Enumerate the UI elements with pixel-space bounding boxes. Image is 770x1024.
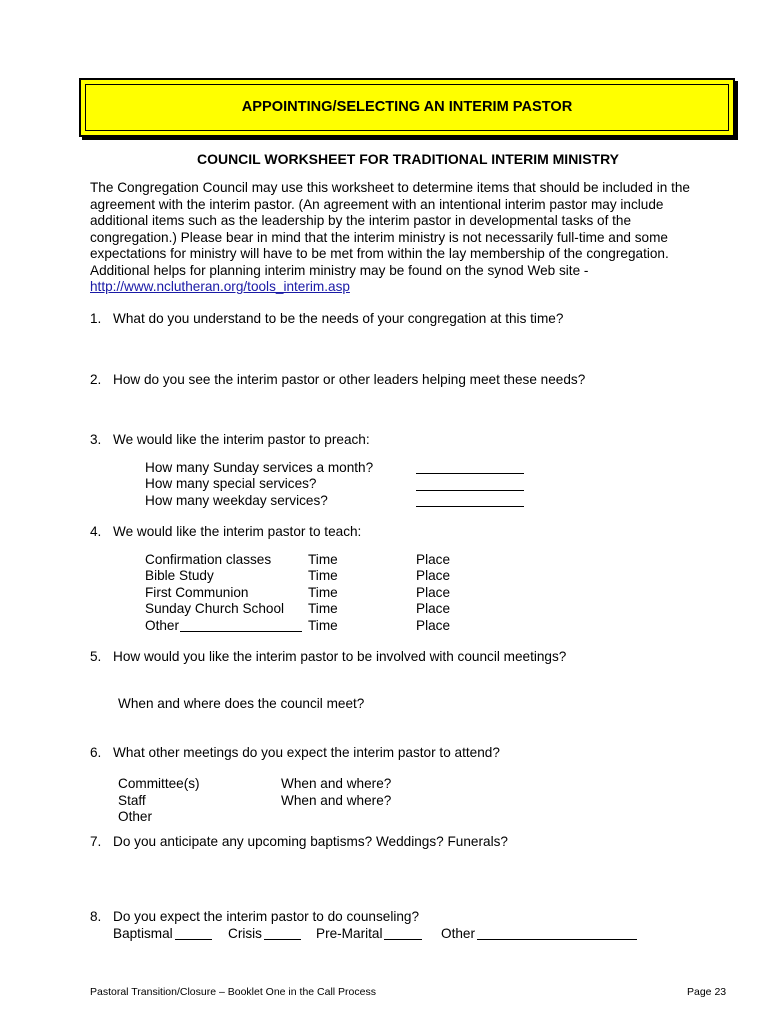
question-4-text: We would like the interim pastor to teach: bbox=[113, 524, 362, 539]
teach-row-time: Time bbox=[308, 585, 338, 600]
meeting-row-where: When and where? bbox=[281, 776, 392, 791]
teach-row-time: Time bbox=[308, 618, 338, 633]
teach-other-blank[interactable] bbox=[180, 619, 302, 632]
question-7-text: Do you anticipate any upcoming baptisms? Weddings? Funerals? bbox=[113, 834, 508, 849]
counseling-option: Baptismal bbox=[113, 926, 173, 941]
question-3-number: 3. bbox=[90, 432, 102, 447]
teach-row-label: Other bbox=[145, 618, 179, 633]
intro-line: The Congregation Council may use this worksheet to determine items that should be included in the bbox=[90, 180, 690, 195]
question-6-text: What other meetings do you expect the interim pastor to attend? bbox=[113, 745, 500, 760]
pre-marital-blank[interactable] bbox=[384, 927, 422, 940]
intro-line: Additional helps for planning interim ministry may be found on the synod Web site - bbox=[90, 262, 589, 278]
teach-row-label: Bible Study bbox=[145, 568, 214, 583]
page-title: APPOINTING/SELECTING AN INTERIM PASTOR bbox=[241, 99, 573, 115]
footer-text: Pastoral Transition/Closure – Booklet One in the Call Process bbox=[90, 986, 376, 998]
meeting-row-where: When and where? bbox=[281, 793, 392, 808]
weekday-services-label: How many weekday services? bbox=[145, 493, 328, 508]
question-4-number: 4. bbox=[90, 524, 102, 539]
baptismal-blank[interactable] bbox=[175, 927, 212, 940]
sunday-services-blank[interactable] bbox=[416, 461, 524, 474]
sunday-services-label: How many Sunday services a month? bbox=[145, 460, 374, 475]
intro-line: congregation.) Please bear in mind that the interim ministry is not necessarily full-time and some bbox=[90, 229, 668, 245]
counseling-option: Other bbox=[441, 926, 475, 941]
question-8-number: 8. bbox=[90, 909, 102, 924]
intro-line: agreement with the interim pastor. (An agreement with an intentional interim pastor may include bbox=[90, 196, 664, 212]
meeting-row-label: Staff bbox=[118, 793, 146, 808]
council-meet-question: When and where does the council meet? bbox=[118, 696, 365, 711]
counseling-option: Crisis bbox=[228, 926, 262, 941]
teach-row-label: Sunday Church School bbox=[145, 601, 285, 616]
title-box bbox=[79, 78, 735, 137]
intro-line: additional items such as the leadership by the interim pastor in developmental tasks of the bbox=[90, 213, 632, 228]
question-1-text: What do you understand to be the needs of your congregation at this time? bbox=[113, 311, 564, 326]
intro-paragraph bbox=[90, 180, 720, 296]
special-services-blank[interactable] bbox=[416, 478, 524, 491]
meeting-row-label: Other bbox=[118, 809, 152, 824]
special-services-label: How many special services? bbox=[145, 476, 317, 491]
teach-row-label: First Communion bbox=[145, 585, 249, 600]
synod-website-link[interactable]: http://www.nclutheran.org/tools_interim.asp bbox=[90, 279, 350, 294]
teach-row-place: Place bbox=[416, 618, 451, 633]
question-5-number: 5. bbox=[90, 649, 102, 664]
page-number: Page 23 bbox=[687, 986, 727, 998]
teach-row-time: Time bbox=[308, 552, 338, 567]
teach-row-label: Confirmation classes bbox=[145, 552, 272, 567]
teach-row-place: Place bbox=[416, 601, 451, 616]
meeting-row-label: Committee(s) bbox=[118, 776, 200, 791]
question-3-text: We would like the interim pastor to preach: bbox=[113, 432, 370, 447]
intro-line: expectations for ministry will have to be met from within the lay membership of the congregation. bbox=[90, 246, 669, 261]
worksheet-subtitle: COUNCIL WORKSHEET FOR TRADITIONAL INTERIM MINISTRY bbox=[196, 151, 620, 167]
question-7-number: 7. bbox=[90, 834, 102, 849]
question-1-number: 1. bbox=[90, 311, 102, 326]
question-6-number: 6. bbox=[90, 745, 102, 760]
question-2-number: 2. bbox=[90, 372, 102, 387]
teach-row-place: Place bbox=[416, 552, 451, 567]
crisis-blank[interactable] bbox=[264, 927, 301, 940]
teach-row-place: Place bbox=[416, 585, 451, 600]
teach-row-time: Time bbox=[308, 568, 338, 583]
teach-row-time: Time bbox=[308, 601, 338, 616]
question-2-text: How do you see the interim pastor or other leaders helping meet these needs? bbox=[113, 372, 586, 387]
weekday-services-blank[interactable] bbox=[416, 494, 524, 507]
question-8-text: Do you expect the interim pastor to do counseling? bbox=[113, 909, 420, 924]
teach-row-place: Place bbox=[416, 568, 451, 583]
counseling-option: Pre-Marital bbox=[316, 926, 383, 941]
other-counseling-blank[interactable] bbox=[477, 927, 637, 940]
question-5-text: How would you like the interim pastor to be involved with council meetings? bbox=[113, 649, 567, 664]
